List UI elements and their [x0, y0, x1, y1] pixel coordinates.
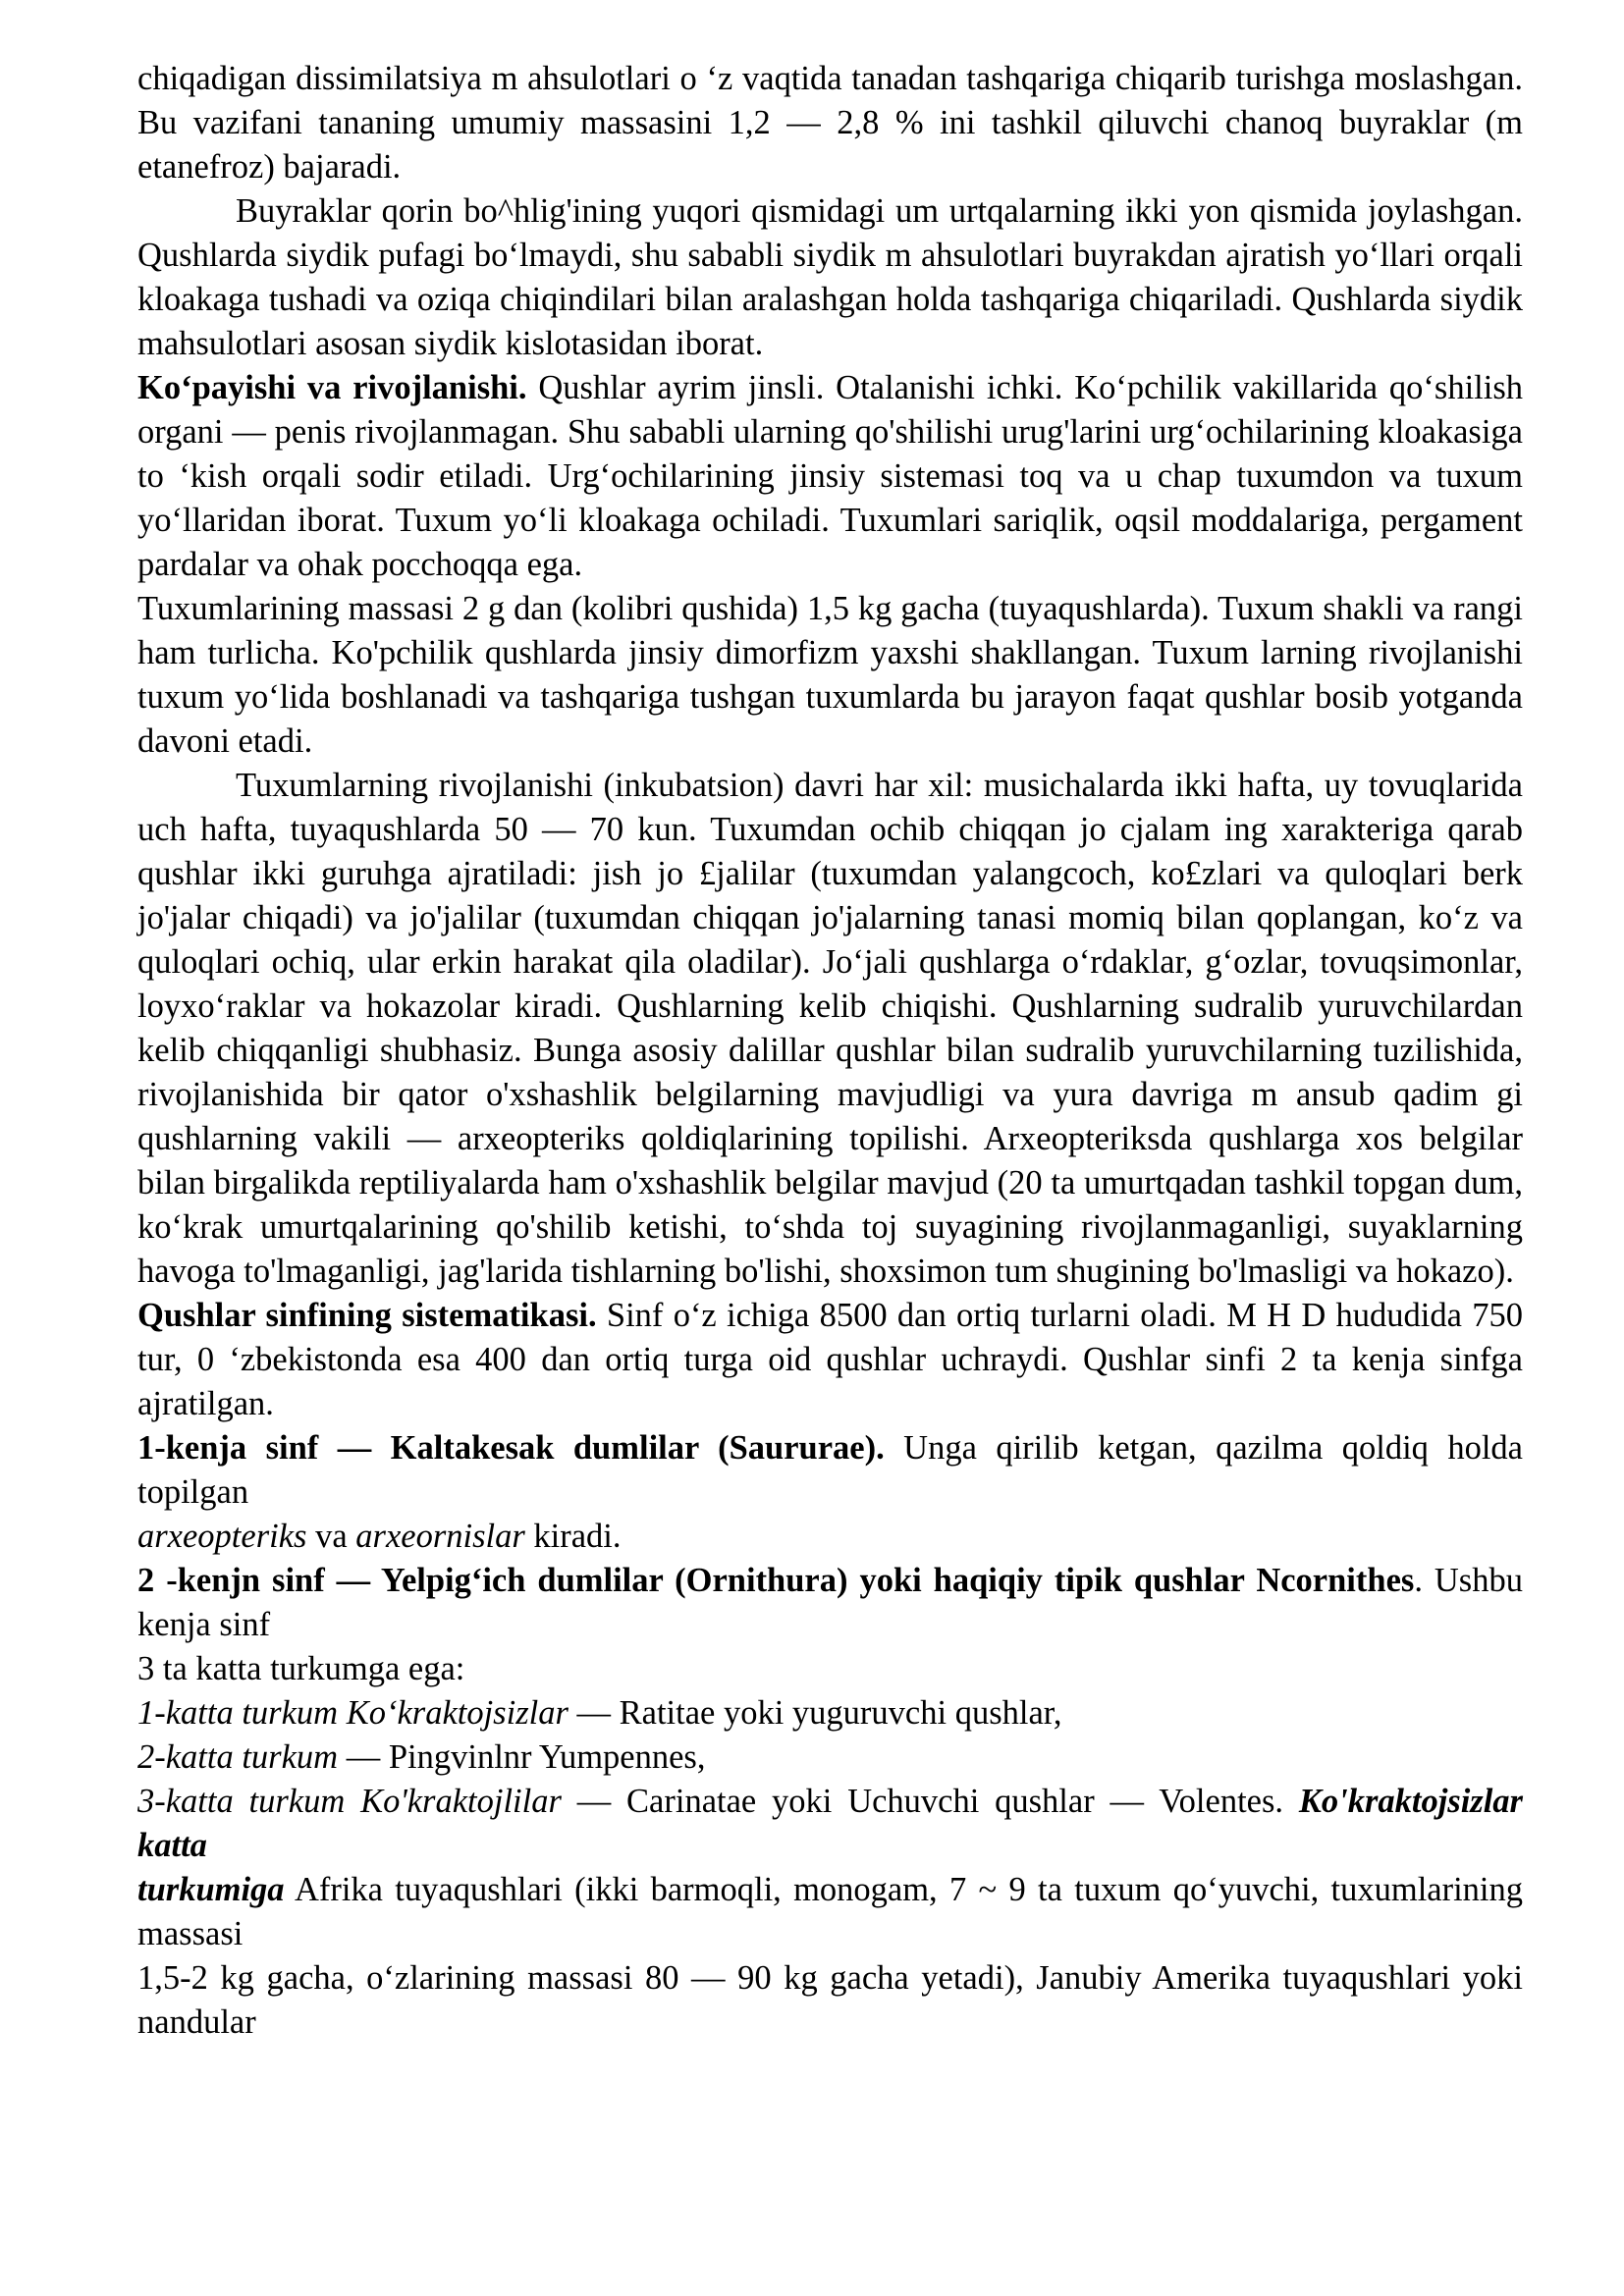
body-text [137, 57, 1523, 2045]
italic-text: arxeornislar [355, 1518, 525, 1555]
italic-text: 2-katta turkum [137, 1738, 339, 1776]
bold-italic-text: Ko'kraktojsizlar katta [137, 1783, 1523, 1864]
text-run: Buyraklar qorin bo^hlig'ining yuqori qismidagi um urtqalarning ikki yon qismida joylashgan. Qushlarda siydik pufagi bo‘lmaydi, shu sababli siydik m ahsulotlari buyrakdan ajratish yo‘llari orqali kloakaga tushadi va oziqa chiqindilari bilan aralashgan holda tashqariga chiqariladi. Qushlarda siydik mahsulotlari asosan siydik kislotasidan iborat. [137, 192, 1523, 362]
paragraph [137, 1780, 1523, 1868]
text-run: — Ratitae yoki yuguruvchi qushlar, [568, 1694, 1062, 1732]
paragraph [137, 366, 1523, 587]
paragraph [137, 1691, 1523, 1735]
paragraph [137, 1868, 1523, 1956]
paragraph [137, 57, 1523, 189]
paragraph [137, 1559, 1523, 1647]
paragraph [137, 189, 1523, 366]
italic-text: 1-katta turkum Ko‘kraktojsizlar [137, 1694, 568, 1732]
text-run: Unga qirilib ketgan, qazilma qoldiq holda topilgan [137, 1429, 1523, 1511]
text-run: Tuxumlarning rivojlanishi (inkubatsion) davri har xil: musichalarda ikki hafta, uy tovuqlarida uch hafta, tuyaqushlarda 50 — 70 kun. Tuxumdan ochib chiqqan jo cjalam ing xarakteriga qarab qushlar ikki guruhga ajratiladi: jish jo £jalilar (tuxumdan yalangcoch, ko£zlari va quloqlari berk jo'jalar chiqadi) va jo'jalilar (tuxumdan chiqqan jo'jalarning tanasi momiq bilan qoplangan, ko‘z va quloqlari ochiq, ular erkin harakat qila oladilar). Jo‘jali qushlarga o‘rdaklar, g‘ozlar, tovuqsimonlar, loyxo‘raklar va hokazolar kiradi. Qushlarning kelib chiqishi. Qushlarning sudralib yuruvchilardan kelib chiqqanligi shubhasiz. Bunga asosiy dalillar qushlar bilan sudralib yuruvchilarning tuzilishida, rivojlanishida bir qator o'xshashlik belgilarning mavjudligi va yura davriga m ansub qadim gi qushlarning vakili — arxeopteriks qoldiqlarining topilishi. Arxeopteriksda qushlarga xos belgilar bilan birgalikda reptiliyalarda ham o'xshashlik belgilar mavjud (20 ta umurtqadan tashkil topgan dum, ko‘krak umurtqalarining qo'shilib ketishi, to‘shda toj suyagining rivojlanmaganligi, suyaklarning havoga to'lmaganligi, jag'larida tishlarning bo'lishi, shoxsimon tum shugining bo'lmasligi va hokazo). [137, 767, 1523, 1290]
bold-heading-text: 2 -kenjn sinf — Yelpig‘ich dumlilar (Ornithura) yoki haqiqiy tipik qushlar Ncornithes [137, 1562, 1415, 1599]
italic-text: 3-katta turkum Ko'kraktojlilar [137, 1783, 562, 1820]
paragraph [137, 1294, 1523, 1426]
bold-italic-text: turkumiga [137, 1871, 285, 1908]
paragraph [137, 1735, 1523, 1780]
text-run: Sinf o‘z ichiga 8500 dan ortiq turlarni oladi. M H D hududida 750 tur, 0 ‘zbekistonda esa 400 dan ortiq turga oid qushlar uchraydi. Qushlar sinfi 2 ta kenja sinfga ajratilgan. [137, 1297, 1523, 1422]
italic-text: arxeopteriks [137, 1518, 307, 1555]
text-run: chiqadigan dissimilatsiya m ahsulotlari o ‘z vaqtida tanadan tashqariga chiqarib turishga moslashgan. Bu vazifani tananing umumiy massasini 1,2 — 2,8 % ini tashkil qiluvchi chanoq buyraklar (m etanefroz) bajaradi. [137, 60, 1523, 186]
paragraph [137, 1515, 1523, 1559]
text-run: Qushlar ayrim jinsli. Otalanishi ichki. Ko‘pchilik vakillarida qo‘shilish organi — penis rivojlanmagan. Shu sababli ularning qo'shilishi urug'larini urg‘ochilarining kloakasiga to ‘kish orqali sodir etiladi. Urg‘ochilarining jinsiy sistemasi toq va u chap tuxumdon va tuxum yo‘llaridan iborat. Tuxum yo‘li kloakaga ochiladi. Tuxumlari sariqlik, oqsil moddalariga, pergament pardalar va ohak pocchoqqa ega. [137, 369, 1523, 583]
text-run: — Pingvinlnr Yumpennes, [338, 1738, 706, 1776]
text-run: . Ushbu kenja sinf [137, 1562, 1523, 1643]
paragraph [137, 1956, 1523, 2045]
text-run: 3 ta katta turkumga ega: [137, 1650, 465, 1687]
text-run: Tuxumlarining massasi 2 g dan (kolibri qushida) 1,5 kg gacha (tuyaqushlarda). Tuxum shakli va rangi ham turlicha. Ko'pchilik qushlarda jinsiy dimorfizm yaxshi shakllangan. Tuxum larning rivojlanishi tuxum yo‘lida boshlanadi va tashqariga tushgan tuxumlarda bu jarayon faqat qushlar bosib yotganda davoni etadi. [137, 590, 1523, 760]
text-run: kiradi. [524, 1518, 622, 1555]
text-run: va [306, 1518, 356, 1555]
paragraph [137, 587, 1523, 764]
paragraph [137, 1426, 1523, 1515]
paragraph [137, 764, 1523, 1294]
text-run: Afrika tuyaqushlari (ikki barmoqli, monogam, 7 ~ 9 ta tuxum qo‘yuvchi, tuxumlarining massasi [137, 1871, 1523, 1952]
bold-heading-text: 1-kenja sinf — Kaltakesak dumlilar (Saururae). [137, 1429, 885, 1467]
paragraph [137, 1647, 1523, 1691]
bold-heading-text: Ko‘payishi va rivojlanishi. [137, 369, 527, 406]
text-run: 1,5-2 kg gacha, o‘zlarining massasi 80 — 90 kg gacha yetadi), Janubiy Amerika tuyaqushlari yoki nandular [137, 1959, 1523, 2041]
text-run: — Carinatae yoki Uchuvchi qushlar — Volentes. [561, 1783, 1299, 1820]
bold-heading-text: Qushlar sinfining sistematikasi. [137, 1297, 597, 1334]
